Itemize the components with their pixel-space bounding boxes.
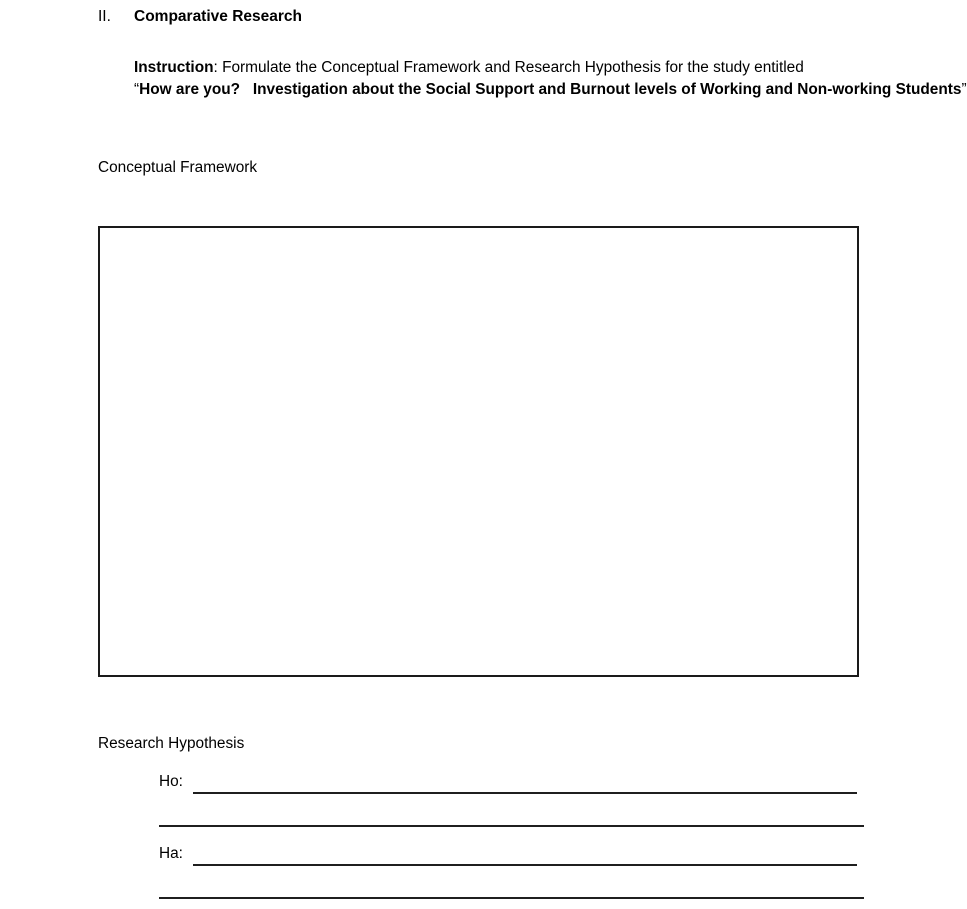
hypothesis-alternative-answer-line-2[interactable] xyxy=(159,897,864,899)
section-number: II. xyxy=(98,8,111,25)
hypothesis-null-answer-line-2[interactable] xyxy=(159,825,864,827)
instruction-paragraph xyxy=(134,57,967,100)
section-heading xyxy=(98,6,878,27)
hypothesis-alternative-answer-line[interactable] xyxy=(193,864,857,866)
closing-quote: ” xyxy=(961,80,967,98)
hypothesis-null-label: Ho: xyxy=(159,773,183,790)
instruction-lead-text: : Formulate the Conceptual Framework and Research Hypothesis for the study entitled “ xyxy=(134,59,804,98)
conceptual-framework-box[interactable] xyxy=(98,226,859,677)
section-title: Comparative Research xyxy=(134,8,302,25)
conceptual-framework-label: Conceptual Framework xyxy=(98,159,258,176)
study-title: How are you? Investigation about the Social Support and Burnout levels of Working and Non-working Students xyxy=(139,80,962,98)
hypothesis-null-answer-line[interactable] xyxy=(193,792,857,794)
research-hypothesis-label: Research Hypothesis xyxy=(98,735,245,752)
hypothesis-alternative-label: Ha: xyxy=(159,845,183,862)
instruction-label: Instruction xyxy=(134,59,214,77)
